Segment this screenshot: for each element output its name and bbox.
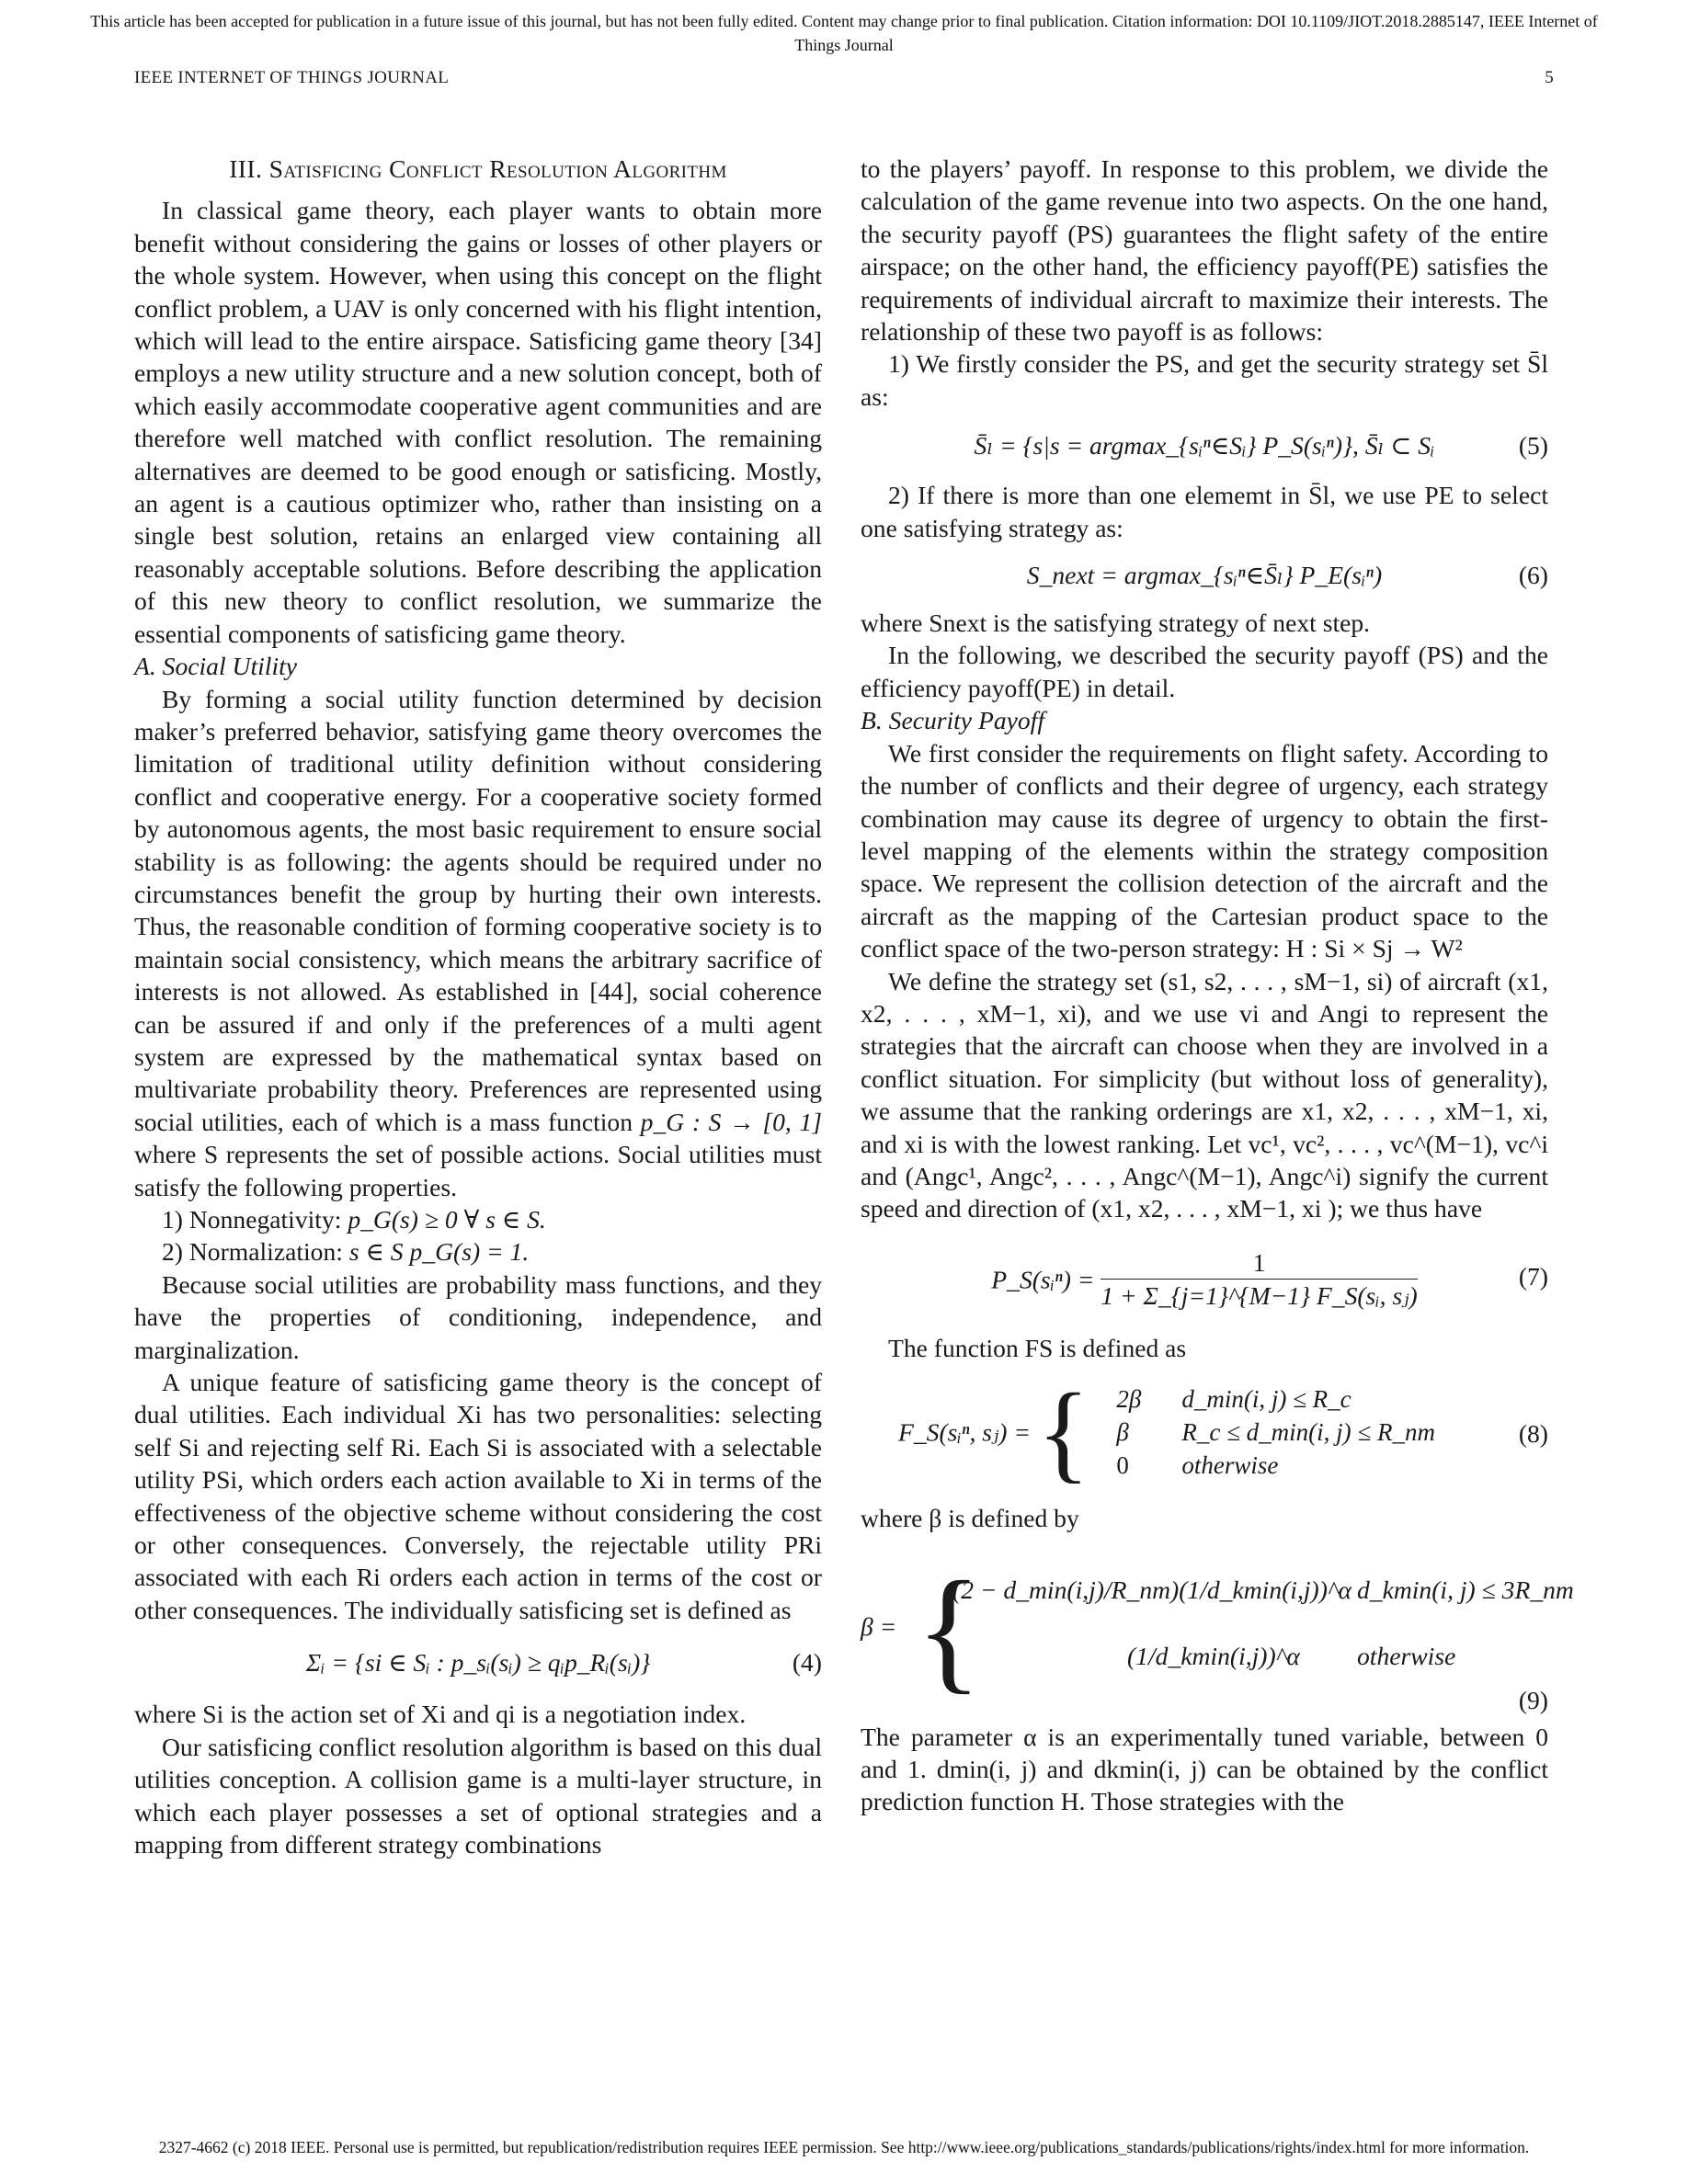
inline-math: p_G(s) ≥ 0 ∀ s ∈ S. (348, 1205, 546, 1234)
paragraph: to the players’ payoff. In response to this problem, we divide the calculation of the game revenue into two aspects. On the one hand, the security payoff (PS) guarantees the flight safety of the entire airspace; on the other hand, the efficiency payoff(PE) satisfies the requirements of individual aircraft to maximize their interests. The relationship of these two payoff is as follows: (861, 154, 1548, 347)
paragraph: We first consider the requirements on flight safety. According to the number of conflicts and their degree of urgency, each strategy combination may cause its degree of urgency to obtain the first-level mapping of the elements within the strategy composition space. We represent the collision detection of the aircraft and the aircraft as the mapping of the Cartesian product space to the conflict space of the two-person strategy: H : Si × Sj → W² (861, 738, 1548, 963)
paragraph: 2) If there is more than one elememt in S̄l, we use PE to select one satisfying strategy as: (861, 481, 1548, 542)
case-row (1096, 1449, 1455, 1482)
page-number: 5 (1545, 68, 1554, 87)
copyright-footer: 2327-4662 (c) 2018 IEEE. Personal use is permitted, but republication/redistribution requires IEEE permission. See http://www.ieee.org/publications_standards/publications/rights/index.html for more information. (158, 2138, 1530, 2156)
paragraph: Our satisficing conflict resolution algorithm is based on this dual utilities conception. A collision game is a multi-layer structure, in which each player possesses a set of optional strategies and a mapping from different strategy combinations (134, 1732, 822, 1859)
equation-lhs: P_S(sᵢⁿ) = (991, 1265, 1095, 1294)
property-item (134, 1203, 822, 1235)
right-column (861, 153, 1574, 1818)
paragraph: where β is defined by (861, 1504, 1079, 1533)
paragraph: The function FS is defined as (888, 1333, 1187, 1362)
left-brace: { (1036, 1371, 1090, 1494)
fraction-numerator: 1 (1101, 1247, 1417, 1280)
equation-number: (6) (1518, 561, 1548, 590)
equation-cases (1096, 1382, 1455, 1482)
equation-lhs: F_S(sᵢⁿ, sⱼ) = (898, 1417, 1031, 1447)
inline-math: p_G : S → [0, 1] (640, 1107, 822, 1136)
case-condition: otherwise (1357, 1641, 1456, 1670)
paragraph (134, 683, 822, 1204)
case-condition: otherwise (1181, 1451, 1279, 1480)
case-row (1096, 1416, 1455, 1449)
section-title (134, 153, 822, 185)
paragraph: where Snext is the satisfying strategy of next step. (861, 609, 1371, 638)
journal-name: IEEE INTERNET OF THINGS JOURNAL (134, 68, 450, 87)
section-title-text: Satisficing Conflict Resolution Algorithm (268, 154, 727, 183)
property-label: 2) Normalization: (162, 1237, 343, 1267)
equation-number: (5) (1518, 431, 1548, 461)
case-condition: d_kmin(i, j) ≤ 3R_nm (1357, 1575, 1574, 1604)
paragraph-text: where S represents the set of possible actions. Social utilities must satisfy the following properties. (134, 1140, 822, 1201)
paragraph-text: By forming a social utility function determined by decision maker’s preferred behavior, satisfying game theory overcomes the limitation of traditional utility definition without considering conflict and cooperative energy. For a cooperative society formed by autonomous agents, the most basic requirement to ensure social stability is as following: the agents should be required under no circumstances benefit the group by hurting their own interests. Thus, the reasonable condition of forming cooperative society is to maintain social consistency, which means the arbitrary sacrifice of interests is not allowed. As established in [44], social coherence can be assured if and only if the preferences of a multi agent system are expressed by the mathematical syntax based on multivariate probability theory. Preferences are represented using social utilities, each of which is a mass function (134, 684, 822, 1136)
equation-5 (861, 427, 1548, 464)
fraction-denominator: 1 + Σ_{j=1}^{M−1} F_S(sᵢ, sⱼ) (1101, 1280, 1418, 1310)
paragraph: In classical game theory, each player wants to obtain more benefit without considering the gains or losses of other players or the whole system. However, when using this concept on the flight conflict problem, a UAV is only concerned with his flight intention, which will lead to the entire airspace. Satisficing game theory [34] employs a new utility structure and a new solution concept, both of which easily accommodate cooperative agent communities and are therefore well matched with conflict resolution. The remaining alternatives are deemed to be good enough or satisficing. Mostly, an agent is a cautious optimizer who, rather than insisting on a single best solution, retains an enlarged view containing all reasonably acceptable solutions. Before describing the application of this new theory to conflict resolution, we summarize the essential components of satisficing game theory. (134, 196, 822, 648)
case-value: 0 (1116, 1451, 1129, 1480)
property-item (134, 1235, 822, 1268)
inline-math: s ∈ S p_G(s) = 1. (348, 1237, 530, 1267)
equation-number: (9) (1518, 1685, 1548, 1714)
equation-6 (861, 557, 1548, 594)
section-number: III. (229, 154, 263, 183)
equation-9 (861, 1553, 1574, 1717)
subsection-heading: B. Security Payoff (861, 706, 1044, 735)
equation-number: (7) (1518, 1261, 1548, 1291)
subsection-heading: A. Social Utility (134, 652, 298, 681)
notice-line-2: Things Journal (794, 36, 894, 54)
case-condition: d_min(i, j) ≤ R_c (1181, 1385, 1352, 1414)
equation-body: S_next = argmax_{sᵢⁿ∈S̄ₗ} P_E(sᵢⁿ) (1026, 561, 1383, 590)
property-label: 1) Nonnegativity: (162, 1205, 342, 1234)
case-value: 2β (1116, 1385, 1142, 1414)
equation-cases (952, 1566, 1574, 1688)
case-expression: (1/d_kmin(i,j))^α (1127, 1641, 1300, 1670)
equation-fraction (1101, 1247, 1417, 1313)
paragraph: where Si is the action set of Xi and qi is a negotiation index. (134, 1700, 747, 1729)
equation-number: (8) (1518, 1419, 1548, 1449)
equation-number: (4) (792, 1648, 822, 1678)
paragraph: Because social utilities are probability mass functions, and they have the properties of conditioning, independence, and marginalization. (134, 1269, 822, 1364)
case-condition: R_c ≤ d_min(i, j) ≤ R_nm (1181, 1418, 1435, 1447)
case-row (952, 1636, 1559, 1688)
notice-line-1: This article has been accepted for publication in a future issue of this journal, but has not been fully edited. Content may change prior to final publication. Citation information: DOI 10.1109/JIOT.2018.2885147, IEEE Internet of (90, 12, 1598, 30)
equation-body: Σᵢ = {si ∈ Sᵢ : p_sᵢ(sᵢ) ≥ qᵢp_Rᵢ(sᵢ)} (305, 1648, 651, 1678)
case-row (1096, 1382, 1455, 1416)
case-expression: (2 − d_min(i,j)/R_nm)(1/d_kmin(i,j))^α (952, 1575, 1352, 1604)
equation-8 (861, 1371, 1548, 1496)
paragraph: The parameter α is an experimentally tuned variable, between 0 and 1. dmin(i, j) and dkmin(i, j) can be obtained by the conflict prediction function H. Those strategies with the (861, 1722, 1548, 1816)
publication-notice (0, 9, 1688, 57)
left-column (134, 153, 822, 1860)
left-brace: { (916, 1553, 982, 1706)
paragraph: In the following, we described the security payoff (PS) and the efficiency payoff(PE) in detail. (861, 641, 1548, 702)
equation-4 (134, 1644, 822, 1681)
paragraph: We define the strategy set (s1, s2, . . . , sM−1, si) of aircraft (x1, x2, . . . , xM−1, xi), and we use vi and Angi to represent the strategies that the aircraft can choose when they are involved in a conflict situation. For simplicity (but without loss of generality), we assume that the ranking orderings are x1, x2, . . . , xM−1, xi, and xi is with the lowest ranking. Let vc¹, vc², . . . , vc^(M−1), vc^i and (Angc¹, Angc², . . . , Angc^(M−1), Angc^i) signify the current speed and direction of (x1, x2, . . . , xM−1, xi ); we thus have (861, 966, 1548, 1223)
equation-lhs: β = (861, 1611, 897, 1641)
paragraph: A unique feature of satisficing game theory is the concept of dual utilities. Each individual Xi has two personalities: selecting self Si and rejecting self Ri. Each Si is associated with a selectable utility PSi, which orders each action available to Xi in terms of the effectiveness of the objective scheme without considering the cost or other consequences. Conversely, the rejectable utility PRi associated with each Ri orders each action in terms of the cost or other consequences. The individually satisficing set is defined as (134, 1368, 822, 1624)
case-value: β (1116, 1418, 1129, 1447)
equation-7 (861, 1244, 1548, 1317)
paragraph: 1) We firstly consider the PS, and get the security strategy set S̄l as: (861, 349, 1548, 411)
running-head (134, 68, 1554, 88)
case-row (952, 1566, 1574, 1618)
equation-body: S̄ₗ = {s|s = argmax_{sᵢⁿ∈Sᵢ} P_S(sᵢⁿ)}, S̄ₗ ⊂ Sᵢ (974, 431, 1435, 461)
